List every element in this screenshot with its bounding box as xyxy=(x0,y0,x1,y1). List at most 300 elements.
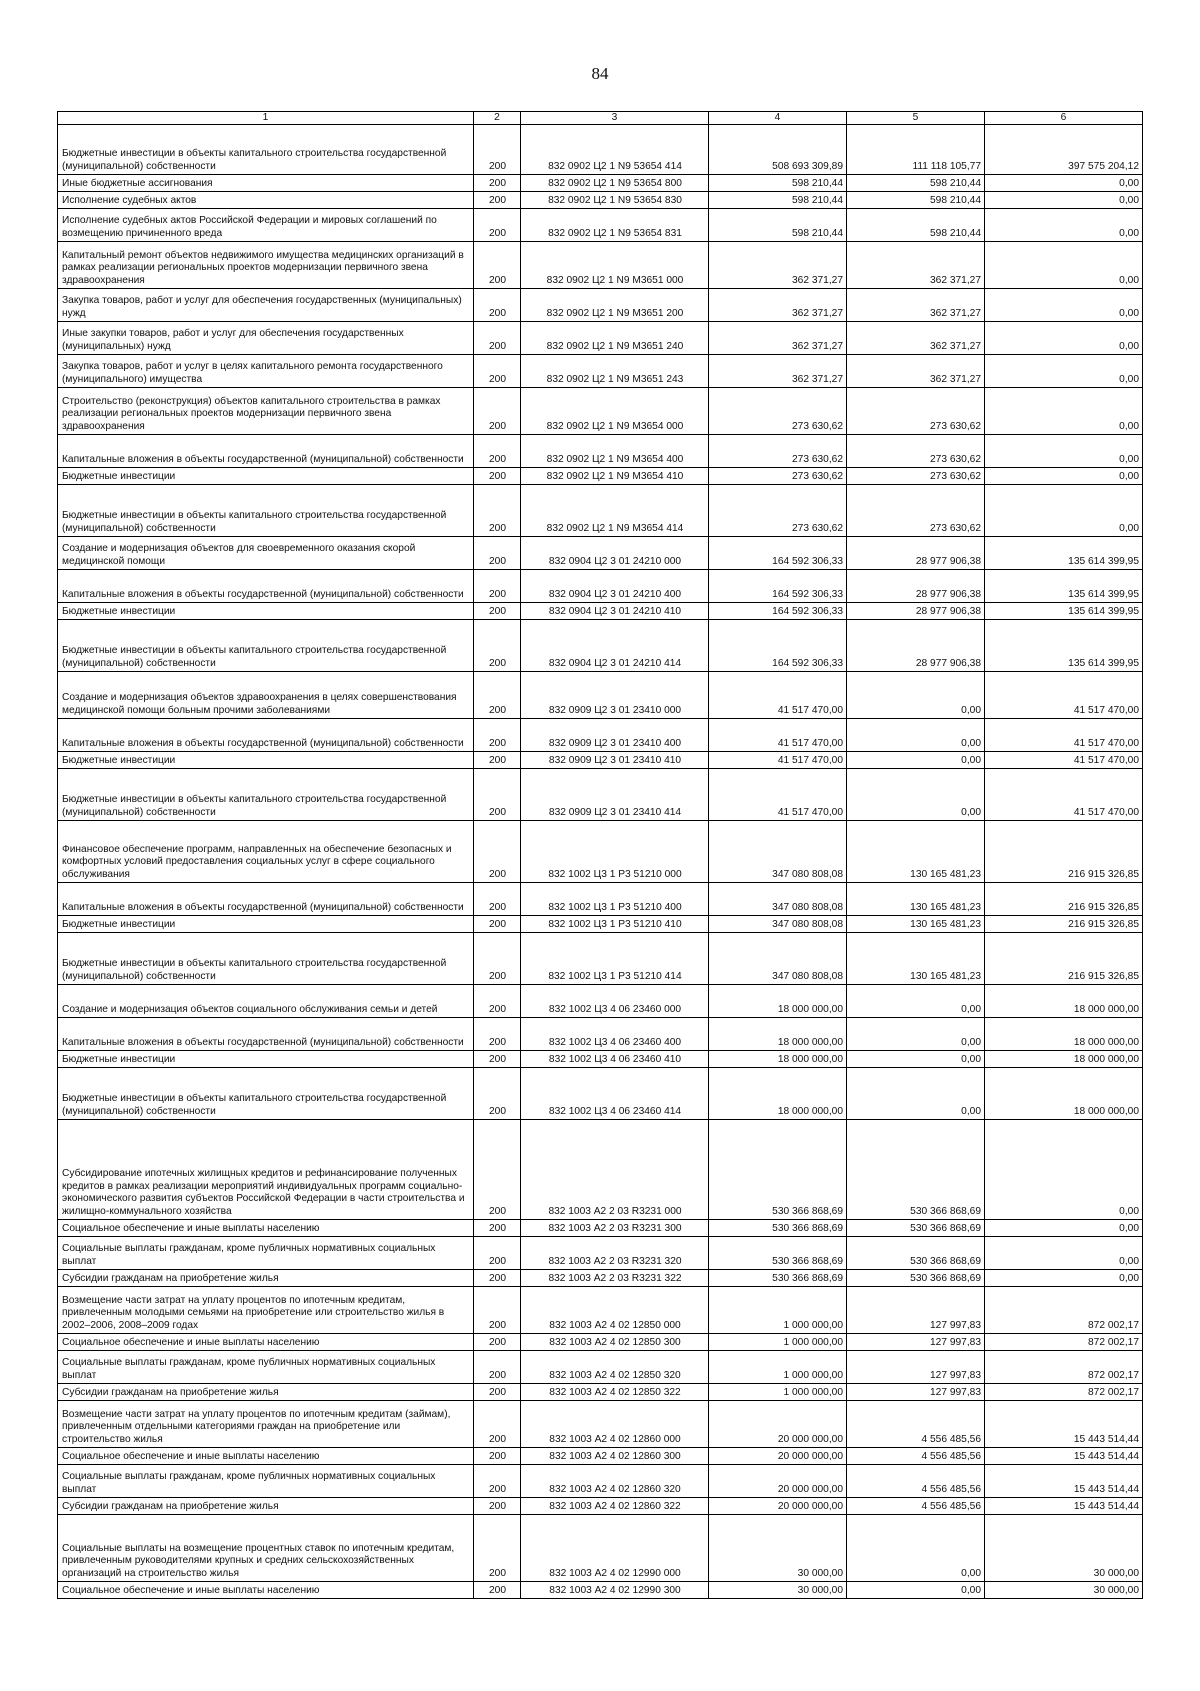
table-cell-code: 832 0909 Ц2 3 01 23410 414 xyxy=(521,769,709,821)
table-cell-col4: 20 000 000,00 xyxy=(709,1448,847,1465)
table-cell-col4: 41 517 470,00 xyxy=(709,719,847,752)
column-number-row xyxy=(58,112,1143,125)
table-cell-col6: 15 443 514,44 xyxy=(985,1448,1143,1465)
table-cell-col6: 0,00 xyxy=(985,485,1143,537)
table-cell-code: 832 0904 Ц2 3 01 24210 400 xyxy=(521,570,709,603)
table-cell-col2: 200 xyxy=(474,1401,521,1448)
table-cell-col6: 41 517 470,00 xyxy=(985,719,1143,752)
table-cell-name: Бюджетные инвестиции xyxy=(58,468,474,485)
table-cell-col2: 200 xyxy=(474,821,521,883)
table-cell-col4: 164 592 306,33 xyxy=(709,620,847,672)
table-cell-col5: 0,00 xyxy=(847,752,985,769)
table-cell-col5: 362 371,27 xyxy=(847,322,985,355)
table-cell-code: 832 0902 Ц2 1 N9 M3654 414 xyxy=(521,485,709,537)
table-cell-col4: 18 000 000,00 xyxy=(709,1068,847,1120)
table-row xyxy=(58,821,1143,883)
table-cell-name: Капитальные вложения в объекты государственной (муниципальной) собственности xyxy=(58,883,474,916)
table-cell-col6: 0,00 xyxy=(985,1220,1143,1237)
table-cell-name: Субсидии гражданам на приобретение жилья xyxy=(58,1498,474,1515)
table-cell-name: Бюджетные инвестиции в объекты капитального строительства государственной (муниципальной) собственности xyxy=(58,769,474,821)
table-header xyxy=(58,112,1143,125)
table-cell-code: 832 1003 А2 4 02 12860 320 xyxy=(521,1465,709,1498)
table-cell-name: Бюджетные инвестиции xyxy=(58,916,474,933)
table-cell-col2: 200 xyxy=(474,1018,521,1051)
table-cell-col5: 0,00 xyxy=(847,719,985,752)
table-cell-code: 832 1002 Ц3 1 P3 51210 414 xyxy=(521,933,709,985)
table-cell-col4: 18 000 000,00 xyxy=(709,1018,847,1051)
table-cell-code: 832 1003 А2 4 02 12850 322 xyxy=(521,1384,709,1401)
table-cell-col4: 273 630,62 xyxy=(709,435,847,468)
table-cell-code: 832 1003 А2 4 02 12990 000 xyxy=(521,1515,709,1582)
table-cell-col5: 598 210,44 xyxy=(847,175,985,192)
table-cell-col4: 273 630,62 xyxy=(709,468,847,485)
table-cell-col5: 0,00 xyxy=(847,1068,985,1120)
table-cell-col2: 200 xyxy=(474,620,521,672)
table-cell-col4: 530 366 868,69 xyxy=(709,1270,847,1287)
table-cell-col6: 15 443 514,44 xyxy=(985,1401,1143,1448)
table-row xyxy=(58,752,1143,769)
table-cell-col4: 18 000 000,00 xyxy=(709,985,847,1018)
table-cell-col5: 28 977 906,38 xyxy=(847,603,985,620)
table-cell-name: Социальные выплаты гражданам, кроме публичных нормативных социальных выплат xyxy=(58,1465,474,1498)
table-cell-col6: 0,00 xyxy=(985,289,1143,322)
table-cell-code: 832 0902 Ц2 1 N9 53654 414 xyxy=(521,125,709,175)
table-cell-col2: 200 xyxy=(474,1351,521,1384)
table-cell-name: Закупка товаров, работ и услуг для обеспечения государственных (муниципальных) нужд xyxy=(58,289,474,322)
table-cell-col5: 127 997,83 xyxy=(847,1351,985,1384)
table-cell-name: Создание и модернизация объектов для своевременного оказания скорой медицинской помощи xyxy=(58,537,474,570)
table-cell-name: Социальные выплаты на возмещение процентных ставок по ипотечным кредитам, привлеченным руководителями крупных и средних сельскохозяйственных организаций на строительство жилья xyxy=(58,1515,474,1582)
table-row xyxy=(58,468,1143,485)
table-cell-col5: 130 165 481,23 xyxy=(847,933,985,985)
table-cell-col6: 0,00 xyxy=(985,175,1143,192)
table-cell-col6: 216 915 326,85 xyxy=(985,933,1143,985)
table-cell-col6: 216 915 326,85 xyxy=(985,821,1143,883)
table-row xyxy=(58,719,1143,752)
table-row xyxy=(58,883,1143,916)
table-cell-col5: 530 366 868,69 xyxy=(847,1220,985,1237)
table-row xyxy=(58,1401,1143,1448)
table-cell-col4: 20 000 000,00 xyxy=(709,1465,847,1498)
table-row xyxy=(58,1582,1143,1599)
table-cell-col6: 18 000 000,00 xyxy=(985,1018,1143,1051)
table-cell-name: Социальные выплаты гражданам, кроме публичных нормативных социальных выплат xyxy=(58,1237,474,1270)
table-cell-code: 832 1003 А2 2 03 R3231 300 xyxy=(521,1220,709,1237)
table-cell-col5: 598 210,44 xyxy=(847,209,985,242)
table-cell-col4: 20 000 000,00 xyxy=(709,1401,847,1448)
table-cell-col4: 347 080 808,08 xyxy=(709,916,847,933)
table-cell-name: Создание и модернизация объектов социального обслуживания семьи и детей xyxy=(58,985,474,1018)
table-cell-col2: 200 xyxy=(474,1498,521,1515)
table-cell-name: Иные бюджетные ассигнования xyxy=(58,175,474,192)
table-cell-col4: 598 210,44 xyxy=(709,175,847,192)
table-cell-name: Бюджетные инвестиции xyxy=(58,603,474,620)
table-cell-col2: 200 xyxy=(474,1287,521,1334)
table-cell-name: Создание и модернизация объектов здравоохранения в целях совершенствования медицинской помощи больным прочими заболеваниями xyxy=(58,672,474,719)
table-cell-col2: 200 xyxy=(474,485,521,537)
table-cell-col6: 41 517 470,00 xyxy=(985,752,1143,769)
table-cell-col6: 872 002,17 xyxy=(985,1384,1143,1401)
table-row xyxy=(58,175,1143,192)
table-row xyxy=(58,289,1143,322)
table-cell-col2: 200 xyxy=(474,322,521,355)
table-cell-col6: 18 000 000,00 xyxy=(985,1051,1143,1068)
table-cell-name: Исполнение судебных актов xyxy=(58,192,474,209)
table-cell-col6: 30 000,00 xyxy=(985,1515,1143,1582)
table-cell-name: Субсидии гражданам на приобретение жилья xyxy=(58,1270,474,1287)
table-cell-code: 832 1002 Ц3 4 06 23460 414 xyxy=(521,1068,709,1120)
table-cell-col5: 28 977 906,38 xyxy=(847,620,985,672)
table-cell-col6: 872 002,17 xyxy=(985,1351,1143,1384)
table-cell-col6: 0,00 xyxy=(985,468,1143,485)
table-cell-name: Возмещение части затрат на уплату процентов по ипотечным кредитам, привлеченным молодыми семьями на приобретение или строительство жилья в 2002–2006, 2008–2009 годах xyxy=(58,1287,474,1334)
table-cell-code: 832 1002 Ц3 4 06 23460 400 xyxy=(521,1018,709,1051)
table-row xyxy=(58,1334,1143,1351)
table-cell-col5: 0,00 xyxy=(847,769,985,821)
table-cell-col6: 0,00 xyxy=(985,192,1143,209)
table-cell-code: 832 0902 Ц2 1 N9 53654 830 xyxy=(521,192,709,209)
table-cell-col2: 200 xyxy=(474,752,521,769)
table-cell-col4: 598 210,44 xyxy=(709,192,847,209)
table-row xyxy=(58,1515,1143,1582)
table-cell-col2: 200 xyxy=(474,1515,521,1582)
table-cell-col2: 200 xyxy=(474,603,521,620)
table-row xyxy=(58,322,1143,355)
table-cell-col6: 872 002,17 xyxy=(985,1334,1143,1351)
table-cell-col6: 0,00 xyxy=(985,209,1143,242)
table-cell-col5: 127 997,83 xyxy=(847,1384,985,1401)
table-cell-code: 832 1003 А2 2 03 R3231 320 xyxy=(521,1237,709,1270)
table-cell-col2: 200 xyxy=(474,435,521,468)
table-cell-code: 832 0909 Ц2 3 01 23410 400 xyxy=(521,719,709,752)
column-header-4: 4 xyxy=(709,112,847,125)
column-header-2: 2 xyxy=(474,112,521,125)
table-cell-col4: 41 517 470,00 xyxy=(709,752,847,769)
table-cell-col2: 200 xyxy=(474,769,521,821)
table-cell-col4: 1 000 000,00 xyxy=(709,1351,847,1384)
table-row xyxy=(58,1237,1143,1270)
table-cell-col4: 1 000 000,00 xyxy=(709,1287,847,1334)
table-cell-col6: 41 517 470,00 xyxy=(985,769,1143,821)
table-cell-col6: 41 517 470,00 xyxy=(985,672,1143,719)
table-row xyxy=(58,1051,1143,1068)
table-cell-col5: 130 165 481,23 xyxy=(847,883,985,916)
table-cell-name: Социальное обеспечение и иные выплаты населению xyxy=(58,1582,474,1599)
table-cell-col2: 200 xyxy=(474,125,521,175)
table-cell-code: 832 0909 Ц2 3 01 23410 000 xyxy=(521,672,709,719)
table-cell-col5: 130 165 481,23 xyxy=(847,916,985,933)
table-cell-code: 832 0902 Ц2 1 N9 M3654 000 xyxy=(521,388,709,435)
table-cell-col4: 164 592 306,33 xyxy=(709,603,847,620)
table-cell-col4: 362 371,27 xyxy=(709,289,847,322)
table-row xyxy=(58,1270,1143,1287)
table-row xyxy=(58,1448,1143,1465)
column-header-6: 6 xyxy=(985,112,1143,125)
table-cell-name: Бюджетные инвестиции в объекты капитального строительства государственной (муниципальной) собственности xyxy=(58,1068,474,1120)
table-cell-name: Бюджетные инвестиции в объекты капитального строительства государственной (муниципальной) собственности xyxy=(58,485,474,537)
table-cell-col5: 362 371,27 xyxy=(847,289,985,322)
table-cell-code: 832 1002 Ц3 1 P3 51210 400 xyxy=(521,883,709,916)
table-cell-col5: 0,00 xyxy=(847,1515,985,1582)
table-row xyxy=(58,603,1143,620)
table-cell-col5: 4 556 485,56 xyxy=(847,1465,985,1498)
table-cell-col2: 200 xyxy=(474,1384,521,1401)
table-cell-col6: 15 443 514,44 xyxy=(985,1465,1143,1498)
table-cell-col5: 530 366 868,69 xyxy=(847,1120,985,1220)
table-cell-code: 832 0902 Ц2 1 N9 M3654 400 xyxy=(521,435,709,468)
table-row xyxy=(58,1018,1143,1051)
table-cell-col2: 200 xyxy=(474,1334,521,1351)
table-cell-col2: 200 xyxy=(474,355,521,388)
table-cell-col6: 135 614 399,95 xyxy=(985,537,1143,570)
table-cell-code: 832 1002 Ц3 4 06 23460 410 xyxy=(521,1051,709,1068)
table-cell-col6: 135 614 399,95 xyxy=(985,570,1143,603)
table-cell-col4: 347 080 808,08 xyxy=(709,821,847,883)
table-cell-name: Строительство (реконструкция) объектов капитального строительства в рамках реализации региональных проектов модернизации первичного звена здравоохранения xyxy=(58,388,474,435)
table-cell-code: 832 0902 Ц2 1 N9 M3651 243 xyxy=(521,355,709,388)
table-cell-code: 832 1003 А2 4 02 12850 300 xyxy=(521,1334,709,1351)
table-row xyxy=(58,242,1143,289)
table-cell-col2: 200 xyxy=(474,933,521,985)
table-cell-col4: 273 630,62 xyxy=(709,388,847,435)
table-row xyxy=(58,1384,1143,1401)
table-cell-code: 832 1003 А2 4 02 12990 300 xyxy=(521,1582,709,1599)
table-cell-code: 832 0904 Ц2 3 01 24210 000 xyxy=(521,537,709,570)
table-cell-code: 832 0904 Ц2 3 01 24210 414 xyxy=(521,620,709,672)
table-row xyxy=(58,1498,1143,1515)
table-cell-name: Капитальный ремонт объектов недвижимого имущества медицинских организаций в рамках реализации региональных проектов модернизации первичного звена здравоохранения xyxy=(58,242,474,289)
table-row xyxy=(58,1465,1143,1498)
table-cell-col6: 216 915 326,85 xyxy=(985,916,1143,933)
table-body xyxy=(58,125,1143,1599)
table-cell-col2: 200 xyxy=(474,1237,521,1270)
table-cell-name: Исполнение судебных актов Российской Федерации и мировых соглашений по возмещению причиненного вреда xyxy=(58,209,474,242)
table-cell-col5: 0,00 xyxy=(847,1582,985,1599)
table-cell-col4: 362 371,27 xyxy=(709,355,847,388)
table-row xyxy=(58,537,1143,570)
table-row xyxy=(58,1351,1143,1384)
table-cell-name: Финансовое обеспечение программ, направленных на обеспечение безопасных и комфортных условий предоставления социальных услуг в сфере социального обслуживания xyxy=(58,821,474,883)
table-cell-col6: 397 575 204,12 xyxy=(985,125,1143,175)
table-cell-col2: 200 xyxy=(474,388,521,435)
table-cell-col6: 0,00 xyxy=(985,242,1143,289)
table-cell-col6: 0,00 xyxy=(985,388,1143,435)
table-cell-col6: 0,00 xyxy=(985,435,1143,468)
table-cell-col2: 200 xyxy=(474,192,521,209)
table-cell-col2: 200 xyxy=(474,1582,521,1599)
table-cell-col5: 0,00 xyxy=(847,1051,985,1068)
table-cell-code: 832 1003 А2 2 03 R3231 000 xyxy=(521,1120,709,1220)
table-cell-col5: 273 630,62 xyxy=(847,435,985,468)
table-cell-col5: 4 556 485,56 xyxy=(847,1498,985,1515)
table-row xyxy=(58,485,1143,537)
table-row xyxy=(58,388,1143,435)
table-cell-col2: 200 xyxy=(474,1448,521,1465)
table-row xyxy=(58,933,1143,985)
table-cell-name: Бюджетные инвестиции в объекты капитального строительства государственной (муниципальной) собственности xyxy=(58,125,474,175)
table-cell-name: Капитальные вложения в объекты государственной (муниципальной) собственности xyxy=(58,719,474,752)
table-cell-col4: 164 592 306,33 xyxy=(709,570,847,603)
table-cell-col6: 18 000 000,00 xyxy=(985,1068,1143,1120)
table-cell-code: 832 0902 Ц2 1 N9 M3651 240 xyxy=(521,322,709,355)
table-cell-name: Бюджетные инвестиции xyxy=(58,1051,474,1068)
table-cell-col4: 164 592 306,33 xyxy=(709,537,847,570)
table-cell-col2: 200 xyxy=(474,1270,521,1287)
table-cell-code: 832 0902 Ц2 1 N9 M3654 410 xyxy=(521,468,709,485)
table-cell-col5: 130 165 481,23 xyxy=(847,821,985,883)
table-cell-name: Капитальные вложения в объекты государственной (муниципальной) собственности xyxy=(58,435,474,468)
table-cell-col4: 41 517 470,00 xyxy=(709,672,847,719)
table-cell-col5: 273 630,62 xyxy=(847,485,985,537)
table-cell-col4: 30 000,00 xyxy=(709,1515,847,1582)
table-cell-name: Иные закупки товаров, работ и услуг для обеспечения государственных (муниципальных) нужд xyxy=(58,322,474,355)
table-cell-col5: 530 366 868,69 xyxy=(847,1270,985,1287)
table-cell-code: 832 1003 А2 2 03 R3231 322 xyxy=(521,1270,709,1287)
table-row xyxy=(58,435,1143,468)
table-cell-col4: 1 000 000,00 xyxy=(709,1334,847,1351)
table-row xyxy=(58,192,1143,209)
table-cell-col2: 200 xyxy=(474,1120,521,1220)
table-cell-code: 832 1002 Ц3 4 06 23460 000 xyxy=(521,985,709,1018)
table-cell-col4: 347 080 808,08 xyxy=(709,933,847,985)
table-cell-name: Субсидирование ипотечных жилищных кредитов и рефинансирование полученных кредитов в рамках реализации мероприятий индивидуальных программ социально-экономического развития субъектов Российской Федерации в части строительства и жилищно-коммунального хозяйства xyxy=(58,1120,474,1220)
table-cell-col4: 508 693 309,89 xyxy=(709,125,847,175)
table-row xyxy=(58,570,1143,603)
table-cell-code: 832 0909 Ц2 3 01 23410 410 xyxy=(521,752,709,769)
table-cell-code: 832 0902 Ц2 1 N9 53654 800 xyxy=(521,175,709,192)
table-cell-col2: 200 xyxy=(474,1051,521,1068)
table-row xyxy=(58,620,1143,672)
column-header-1: 1 xyxy=(58,112,474,125)
table-row xyxy=(58,916,1143,933)
table-cell-col2: 200 xyxy=(474,1220,521,1237)
table-cell-col2: 200 xyxy=(474,468,521,485)
table-cell-col5: 111 118 105,77 xyxy=(847,125,985,175)
table-cell-col5: 28 977 906,38 xyxy=(847,570,985,603)
table-cell-col4: 30 000,00 xyxy=(709,1582,847,1599)
table-cell-col5: 598 210,44 xyxy=(847,192,985,209)
table-row xyxy=(58,1120,1143,1220)
table-cell-name: Бюджетные инвестиции в объекты капитального строительства государственной (муниципальной) собственности xyxy=(58,620,474,672)
table-cell-code: 832 1003 А2 4 02 12860 322 xyxy=(521,1498,709,1515)
table-cell-col5: 0,00 xyxy=(847,672,985,719)
table-cell-code: 832 0902 Ц2 1 N9 53654 831 xyxy=(521,209,709,242)
table-cell-col5: 28 977 906,38 xyxy=(847,537,985,570)
table-cell-code: 832 0902 Ц2 1 N9 M3651 000 xyxy=(521,242,709,289)
table-cell-col5: 273 630,62 xyxy=(847,388,985,435)
table-row xyxy=(58,672,1143,719)
table-cell-col6: 0,00 xyxy=(985,1270,1143,1287)
table-cell-code: 832 1003 А2 4 02 12860 300 xyxy=(521,1448,709,1465)
table-cell-col6: 18 000 000,00 xyxy=(985,985,1143,1018)
table-cell-col5: 362 371,27 xyxy=(847,355,985,388)
table-cell-col4: 20 000 000,00 xyxy=(709,1498,847,1515)
table-row xyxy=(58,1220,1143,1237)
table-cell-code: 832 1003 А2 4 02 12850 000 xyxy=(521,1287,709,1334)
table-row xyxy=(58,769,1143,821)
table-cell-code: 832 0902 Ц2 1 N9 M3651 200 xyxy=(521,289,709,322)
table-cell-col4: 1 000 000,00 xyxy=(709,1384,847,1401)
table-cell-col5: 4 556 485,56 xyxy=(847,1401,985,1448)
table-cell-col2: 200 xyxy=(474,289,521,322)
column-header-5: 5 xyxy=(847,112,985,125)
table-cell-col2: 200 xyxy=(474,1465,521,1498)
table-cell-col6: 0,00 xyxy=(985,1120,1143,1220)
column-header-3: 3 xyxy=(521,112,709,125)
table-cell-col4: 362 371,27 xyxy=(709,242,847,289)
table-cell-col2: 200 xyxy=(474,175,521,192)
table-cell-code: 832 1002 Ц3 1 P3 51210 410 xyxy=(521,916,709,933)
table-row xyxy=(58,1287,1143,1334)
table-cell-col4: 273 630,62 xyxy=(709,485,847,537)
table-cell-col5: 273 630,62 xyxy=(847,468,985,485)
table-cell-col4: 530 366 868,69 xyxy=(709,1220,847,1237)
table-cell-code: 832 1003 А2 4 02 12860 000 xyxy=(521,1401,709,1448)
table-cell-col2: 200 xyxy=(474,537,521,570)
table-row xyxy=(58,209,1143,242)
table-cell-col2: 200 xyxy=(474,209,521,242)
table-cell-col5: 127 997,83 xyxy=(847,1287,985,1334)
table-cell-name: Социальные выплаты гражданам, кроме публичных нормативных социальных выплат xyxy=(58,1351,474,1384)
table-cell-col5: 362 371,27 xyxy=(847,242,985,289)
budget-table xyxy=(57,111,1143,1599)
table-cell-name: Социальное обеспечение и иные выплаты населению xyxy=(58,1448,474,1465)
table-cell-name: Бюджетные инвестиции xyxy=(58,752,474,769)
table-cell-col5: 0,00 xyxy=(847,1018,985,1051)
table-cell-col6: 0,00 xyxy=(985,322,1143,355)
table-cell-name: Капитальные вложения в объекты государственной (муниципальной) собственности xyxy=(58,570,474,603)
table-row xyxy=(58,985,1143,1018)
table-cell-col5: 4 556 485,56 xyxy=(847,1448,985,1465)
table-cell-col2: 200 xyxy=(474,242,521,289)
table-cell-col2: 200 xyxy=(474,916,521,933)
table-cell-col4: 530 366 868,69 xyxy=(709,1120,847,1220)
table-cell-col4: 362 371,27 xyxy=(709,322,847,355)
table-cell-code: 832 1003 А2 4 02 12850 320 xyxy=(521,1351,709,1384)
table-cell-col6: 0,00 xyxy=(985,1237,1143,1270)
table-cell-col6: 15 443 514,44 xyxy=(985,1498,1143,1515)
table-cell-col2: 200 xyxy=(474,672,521,719)
table-cell-col2: 200 xyxy=(474,985,521,1018)
table-cell-col4: 18 000 000,00 xyxy=(709,1051,847,1068)
table-cell-col2: 200 xyxy=(474,1068,521,1120)
table-row xyxy=(58,355,1143,388)
table-cell-code: 832 0904 Ц2 3 01 24210 410 xyxy=(521,603,709,620)
table-cell-col4: 347 080 808,08 xyxy=(709,883,847,916)
table-cell-col4: 530 366 868,69 xyxy=(709,1237,847,1270)
table-cell-col6: 135 614 399,95 xyxy=(985,620,1143,672)
table-cell-col6: 872 002,17 xyxy=(985,1287,1143,1334)
table-cell-col4: 41 517 470,00 xyxy=(709,769,847,821)
table-cell-name: Закупка товаров, работ и услуг в целях капитального ремонта государственного (муниципального) имущества xyxy=(58,355,474,388)
table-cell-col6: 135 614 399,95 xyxy=(985,603,1143,620)
table-cell-col6: 216 915 326,85 xyxy=(985,883,1143,916)
table-cell-name: Капитальные вложения в объекты государственной (муниципальной) собственности xyxy=(58,1018,474,1051)
table-row xyxy=(58,1068,1143,1120)
table-cell-code: 832 1002 Ц3 1 P3 51210 000 xyxy=(521,821,709,883)
table-cell-col6: 0,00 xyxy=(985,355,1143,388)
table-cell-col2: 200 xyxy=(474,570,521,603)
table-cell-name: Социальное обеспечение и иные выплаты населению xyxy=(58,1220,474,1237)
page-number: 84 xyxy=(591,64,609,83)
table-cell-col5: 530 366 868,69 xyxy=(847,1237,985,1270)
table-cell-col2: 200 xyxy=(474,719,521,752)
table-cell-col6: 30 000,00 xyxy=(985,1582,1143,1599)
table-row xyxy=(58,125,1143,175)
table-cell-col2: 200 xyxy=(474,883,521,916)
table-cell-col4: 598 210,44 xyxy=(709,209,847,242)
table-cell-name: Субсидии гражданам на приобретение жилья xyxy=(58,1384,474,1401)
